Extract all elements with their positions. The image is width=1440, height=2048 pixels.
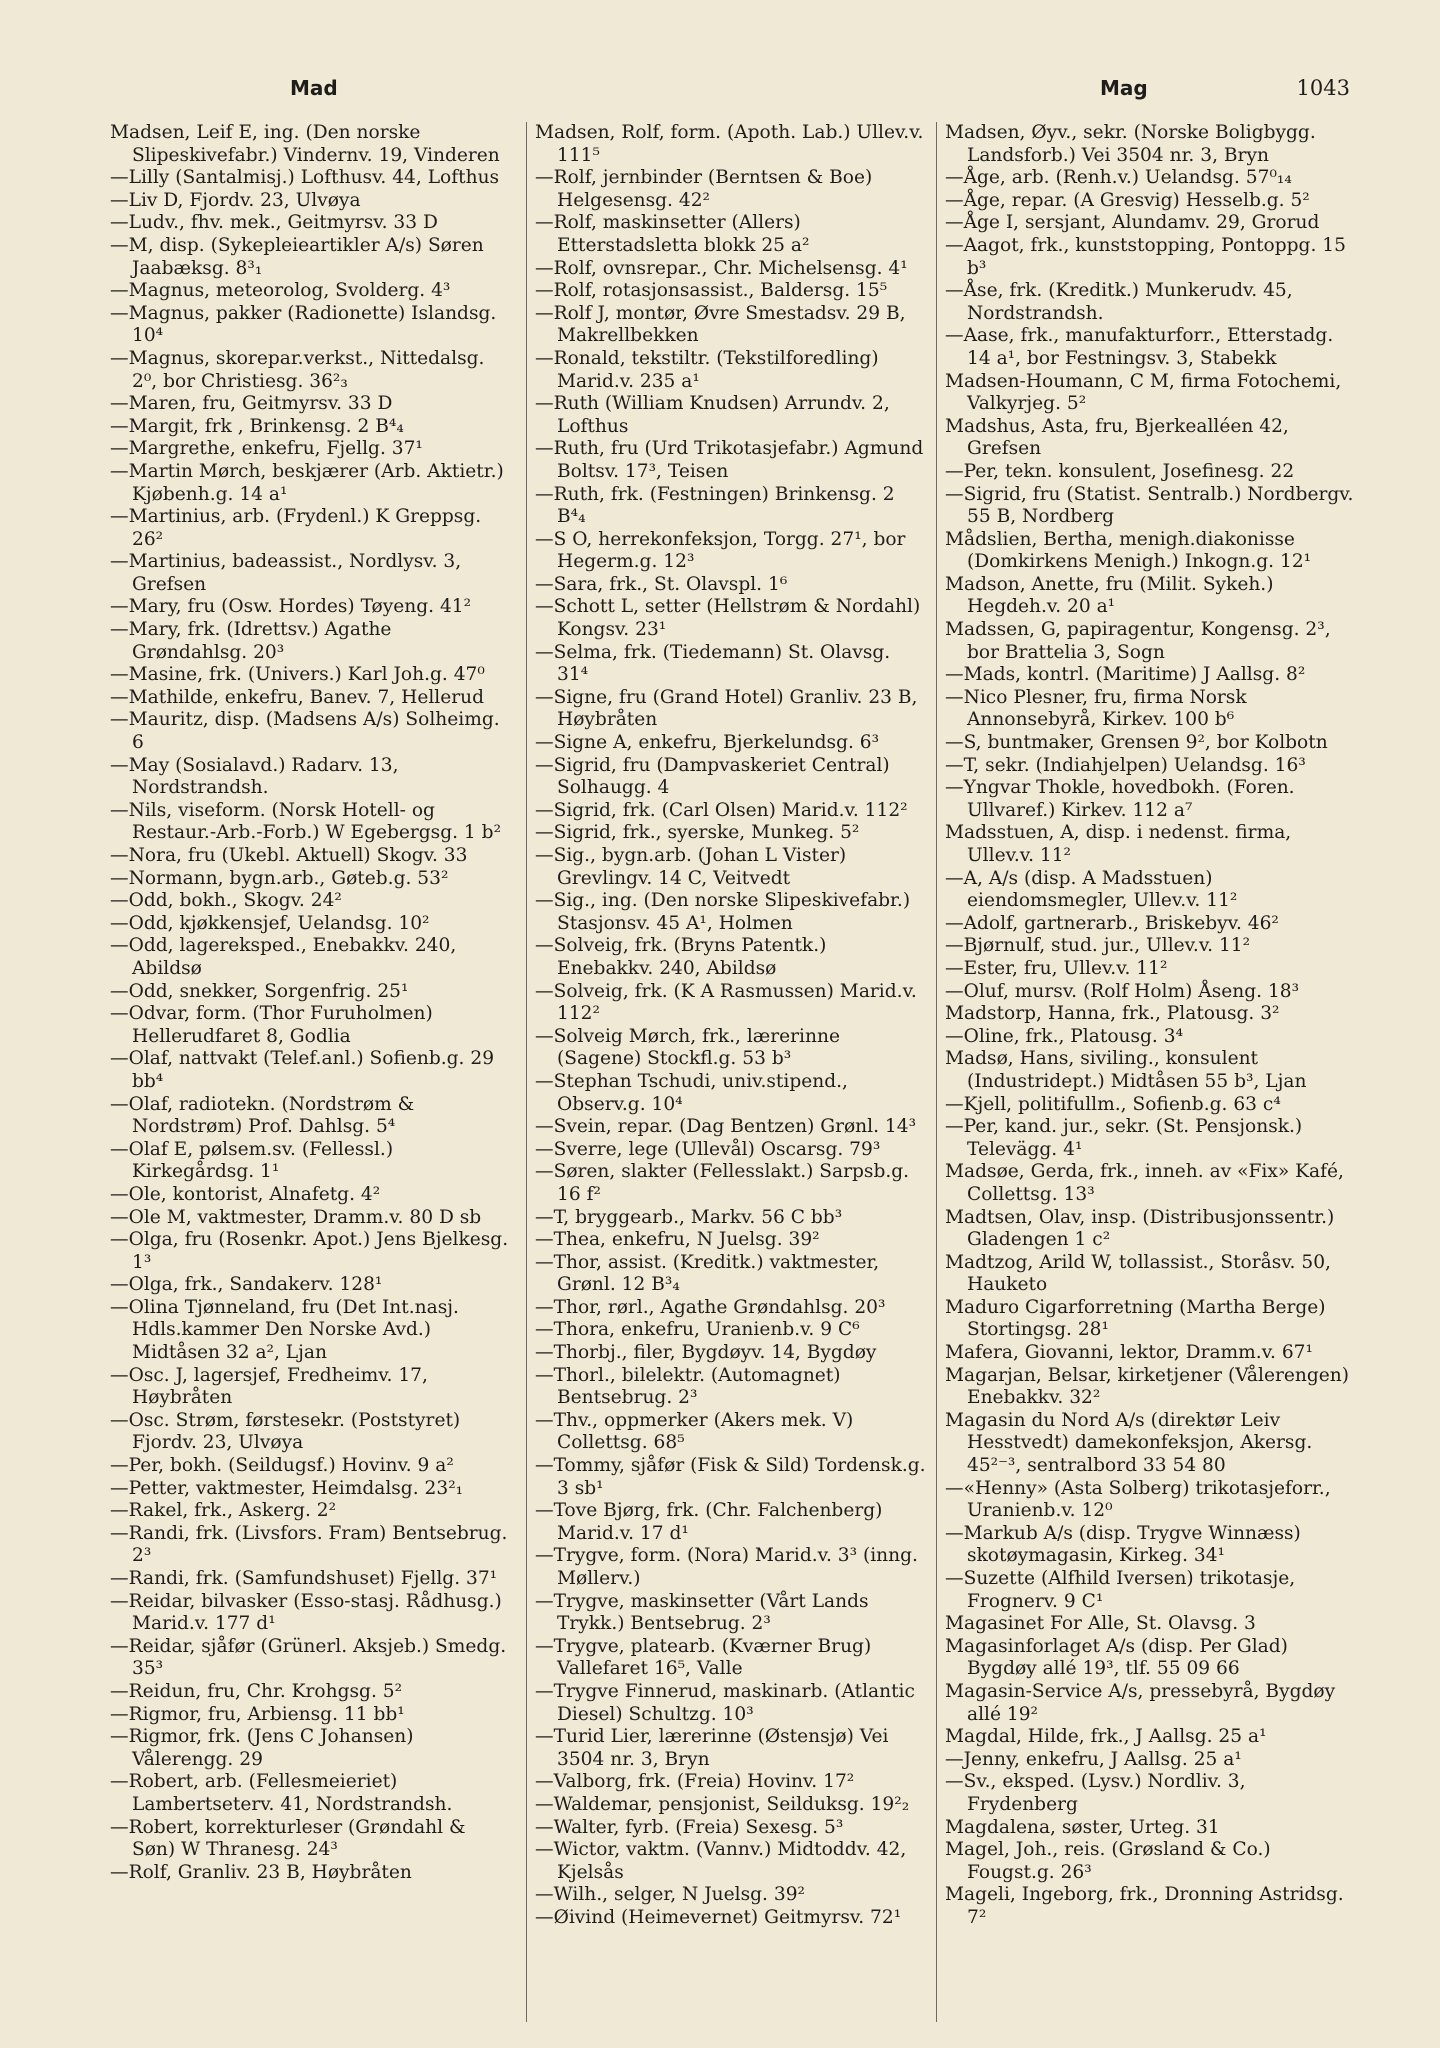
directory-entry: —Markub A/s (disp. Trygve Winnæss) skotøymagasin, Kirkeg. 34¹ (945, 1522, 1301, 1567)
directory-entry: —Randi, frk. (Livsfors. Fram) Bentsebrug. 2³ (110, 1522, 508, 1567)
directory-entry: Madtsen, Olav, insp. (Distribusjonssentr.) Gladengen 1 c² (945, 1206, 1335, 1251)
directory-entry: Madsen, Rolf, form. (Apoth. Lab.) Ullev.v. 111⁵ (535, 122, 924, 166)
directory-entry: —Olga, fru (Rosenkr. Apot.) Jens Bjelkesg. 1³ (110, 1229, 509, 1273)
directory-entry: —Yngvar Thokle, hovedbokh. (Foren. Ullvaref.) Kirkev. 112 a⁷ (945, 777, 1295, 821)
directory-entry: Maduro Cigarforretning (Martha Berge) Stortingsg. 28¹ (945, 1296, 1326, 1341)
directory-entry: —Rolf, ovnsrepar., Chr. Michelsensg. 4¹ (535, 257, 908, 279)
directory-entry: —Schott L, setter (Hellstrøm & Nordahl) Kongsv. 23¹ (535, 596, 921, 641)
header-left-guideword: Mad (290, 76, 338, 100)
directory-entry: Magasinet For Alle, St. Olavsg. 3 (945, 1613, 1256, 1635)
directory-entry: Madtzog, Arild W, tollassist., Storåsv. 50, Hauketo (945, 1251, 1331, 1296)
directory-entry: Magarjan, Belsar, kirketjener (Vålerengen) Enebakkv. 32² (945, 1364, 1349, 1409)
directory-entry: —Aagot, frk., kunststopping, Pontoppg. 15 b³ (945, 234, 1346, 279)
directory-entry: Madsstuen, A, disp. i nedenst. firma, Ullev.v. 11² (945, 822, 1292, 866)
directory-entry: —Svein, repar. (Dag Bentzen) Grønl. 14³ (535, 1116, 917, 1138)
directory-entry: —Sverre, lege (Ullevål) Oscarsg. 79³ (535, 1138, 881, 1160)
directory-entry: —Adolf, gartnerarb., Briskebyv. 46² (945, 912, 1279, 934)
directory-entry: —Magnus, skorepar.verkst., Nittedalsg. 2⁰, bor Christiesg. 36²₃ (110, 347, 485, 392)
directory-entry: Magasin du Nord A/s (direktør Leiv Hesstvedt) damekonfeksjon, Akersg. 45²⁻³, sentralbord 33 54 80 (945, 1409, 1313, 1477)
directory-entry: —Per, tekn. konsulent, Josefinesg. 22 (945, 460, 1295, 482)
directory-entry: —Solveig, frk. (Bryns Patentk.) Enebakkv. 240, Abildsø (535, 935, 827, 979)
directory-entry: —Reidar, bilvasker (Esso-stasj. Rådhusg.) Marid.v. 177 d¹ (110, 1590, 502, 1635)
directory-entry: —Øivind (Heimevernet) Geitmyrsv. 72¹ (535, 1906, 902, 1928)
directory-entry: —Rolf, jernbinder (Berntsen & Boe) Helgesensg. 42² (535, 167, 873, 211)
directory-entry: —Åse, frk. (Kreditk.) Munkerudv. 45, Nordstrandsh. (945, 280, 1293, 324)
directory-entry: —Odd, kjøkkensjef, Uelandsg. 10² (110, 912, 430, 934)
directory-entry: —Normann, bygn.arb., Gøteb.g. 53² (110, 867, 449, 889)
directory-entry: Magasinforlaget A/s (disp. Per Glad) Bygdøy allé 19³, tlf. 55 09 66 (945, 1635, 1288, 1680)
directory-entry: —Reidun, fru, Chr. Krohgsg. 5² (110, 1680, 403, 1702)
directory-entry: —Margit, frk , Brinkensg. 2 B⁴₄ (110, 415, 404, 437)
directory-entry: —Odd, bokh., Skogv. 24² (110, 890, 342, 912)
directory-entry: —Åge, repar. (A Gresvig) Hesselb.g. 5² (945, 189, 1310, 211)
directory-entry: —Rolf, Granliv. 23 B, Høybråten (110, 1861, 412, 1883)
directory-entry: —Mathilde, enkefru, Banev. 7, Hellerud (110, 686, 484, 708)
directory-entry: —Nico Plesner, fru, firma Norsk Annonsebyrå, Kirkev. 100 b⁶ (945, 686, 1247, 731)
directory-entry: —Jenny, enkefru, J Aallsg. 25 a¹ (945, 1748, 1242, 1770)
directory-entry: —Trygve, maskinsetter (Vårt Lands Trykk.) Bentsebrug. 2³ (535, 1590, 869, 1635)
directory-entry: —Liv D, Fjordv. 23, Ulvøya (110, 189, 361, 211)
directory-entry: Mageli, Ingeborg, frk., Dronning Astridsg. 7² (945, 1884, 1344, 1928)
directory-entry: —Waldemar, pensjonist, Seilduksg. 19²₂ (535, 1793, 910, 1815)
directory-entry: —S O, herrekonfeksjon, Torgg. 27¹, bor Hegerm.g. 12³ (535, 528, 906, 573)
directory-entry: —Ole M, vaktmester, Dramm.v. 80 D sb (110, 1206, 482, 1228)
directory-entry: —Sara, frk., St. Olavspl. 1⁶ (535, 573, 788, 595)
directory-entry: —Ester, fru, Ullev.v. 11² (945, 957, 1168, 979)
directory-entry: —Solveig Mørch, frk., lærerinne (Sagene) Stockfl.g. 53 b³ (535, 1025, 840, 1070)
directory-entry: —Sigrid, frk. (Carl Olsen) Marid.v. 112² (535, 799, 908, 821)
directory-entry: —Rigmor, frk. (Jens C Johansen) Vålerengg. 29 (110, 1726, 414, 1770)
directory-entry: Madson, Anette, fru (Milit. Sykeh.) Hegdeh.v. 20 a¹ (945, 573, 1274, 618)
directory-entry: —Valborg, frk. (Freia) Hovinv. 17² (535, 1771, 855, 1793)
directory-entry: —Trygve, platearb. (Kværner Brug) Vallefaret 16⁵, Valle (535, 1635, 872, 1680)
directory-entry: —Rolf J, montør, Øvre Smestadsv. 29 B, Makrellbekken (535, 302, 906, 347)
directory-entry: —M, disp. (Sykepleieartikler A/s) Søren Jaabæksg. 8³₁ (110, 234, 484, 279)
directory-entry: —Mauritz, disp. (Madsens A/s) Solheimg. 6 (110, 709, 500, 754)
directory-entry: —Wictor, vaktm. (Vannv.) Midtoddv. 42, Kjelsås (535, 1839, 907, 1883)
directory-entry: —Magnus, pakker (Radionette) Islandsg. 10⁴ (110, 302, 497, 347)
directory-entry: —Martin Mørch, beskjærer (Arb. Aktietr.) Kjøbenh.g. 14 a¹ (110, 460, 504, 505)
directory-entry: —Trygve, form. (Nora) Marid.v. 3³ (inng. Møllerv.) (535, 1545, 918, 1589)
directory-entry: —Thorbj., filer, Bygdøyv. 14, Bygdøy (535, 1342, 877, 1364)
directory-entry: —Sigrid, fru (Dampvaskeriet Central) Solhaugg. 4 (535, 754, 890, 799)
directory-entry: —Petter, vaktmester, Heimdalsg. 23²₁ (110, 1477, 464, 1499)
directory-entry: —Tove Bjørg, frk. (Chr. Falchenberg) Marid.v. 17 d¹ (535, 1500, 883, 1544)
directory-entry: Mådslien, Bertha, menigh.diakonisse (Domkirkens Menigh.) Inkogn.g. 12¹ (945, 528, 1312, 573)
directory-entry: —Thorl., bilelektr. (Automagnet) Bentsebrug. 2³ (535, 1364, 841, 1409)
directory-entry: —Rolf, rotasjonsassist., Baldersg. 15⁵ (535, 280, 888, 302)
directory-entry: —Olaf, nattvakt (Telef.anl.) Sofienb.g. 29 bb⁴ (110, 1048, 495, 1092)
directory-entry: —«Henny» (Asta Solberg) trikotasjeforr., Uranienb.v. 12⁰ (945, 1477, 1331, 1522)
directory-entry: —Masine, frk. (Univers.) Karl Joh.g. 47⁰ (110, 664, 485, 686)
directory-entry: —Robert, arb. (Fellesmeieriet) Lambertseterv. 41, Nordstrandsh. (110, 1771, 453, 1815)
directory-entry: —Olaf, radiotekn. (Nordstrøm & Nordstrøm) Prof. Dahlsg. 5⁴ (110, 1093, 415, 1138)
directory-entry: —Trygve Finnerud, maskinarb. (Atlantic Diesel) Schultzg. 10³ (535, 1680, 915, 1725)
directory-entry: —S, buntmaker, Grensen 9², bor Kolbotn (945, 732, 1328, 754)
directory-entry: —Thv., oppmerker (Akers mek. V) Collettsg. 68⁵ (535, 1409, 854, 1454)
directory-entry: —Sigrid, frk., syerske, Munkeg. 5² (535, 822, 860, 844)
page-number: 1043 (1296, 76, 1350, 100)
directory-entry: —Mads, kontrl. (Maritime) J Aallsg. 8² (945, 664, 1306, 686)
directory-entry: —Magnus, meteorolog, Svolderg. 4³ (110, 280, 451, 302)
directory-entry: —Martinius, arb. (Frydenl.) K Greppsg. 26² (110, 506, 482, 550)
directory-entry: —Søren, slakter (Fellesslakt.) Sarpsb.g. 16 f² (535, 1161, 910, 1205)
directory-columns (110, 122, 1360, 2022)
column-2 (526, 122, 927, 2022)
directory-entry: —Stephan Tschudi, univ.stipend., Observ.g. 10⁴ (535, 1070, 848, 1115)
directory-entry: —Mary, frk. (Idrettsv.) Agathe Grøndahlsg. 20³ (110, 619, 392, 663)
directory-entry: —Rigmor, fru, Arbiensg. 11 bb¹ (110, 1703, 405, 1725)
directory-entry: —Per, kand. jur., sekr. (St. Pensjonsk.) Televägg. 4¹ (945, 1116, 1303, 1160)
directory-entry: —Tommy, sjåfør (Fisk & Sild) Tordensk.g. 3 sb¹ (535, 1455, 926, 1499)
directory-entry: Mafera, Giovanni, lektor, Dramm.v. 67¹ (945, 1342, 1313, 1364)
directory-entry: —Thor, rørl., Agathe Grøndahlsg. 20³ (535, 1296, 886, 1318)
directory-entry: —Odd, snekker, Sorgenfrig. 25¹ (110, 980, 409, 1002)
directory-entry: —Lilly (Santalmisj.) Lofthusv. 44, Lofthus (110, 167, 500, 189)
directory-entry: —Selma, frk. (Tiedemann) St. Olavsg. 31⁴ (535, 641, 891, 686)
directory-entry: —Ruth (William Knudsen) Arrundv. 2, Lofthus (535, 393, 890, 437)
directory-entry: —A, A/s (disp. A Madsstuen) eiendomsmegler, Ullev.v. 11² (945, 867, 1238, 912)
directory-entry: —Olina Tjønneland, fru (Det Int.nasj. Hdls.kammer Den Norske Avd.) Midtåsen 32 a², Ljan (110, 1296, 459, 1364)
directory-entry: —Maren, fru, Geitmyrsv. 33 D (110, 393, 393, 415)
directory-entry: —Sigrid, fru (Statist. Sentralb.) Nordbergv. 55 B, Nordberg (945, 483, 1354, 528)
directory-entry: —Robert, korrekturleser (Grøndahl & Søn) W Thranesg. 24³ (110, 1816, 466, 1861)
column-1 (110, 122, 510, 2022)
directory-entry: —T, bryggearb., Markv. 56 C bb³ (535, 1206, 843, 1228)
directory-entry: Madstorp, Hanna, frk., Platousg. 3² (945, 1003, 1280, 1025)
directory-entry: —Odvar, form. (Thor Furuholmen) Hellerudfaret 8, Godlia (110, 1003, 433, 1047)
directory-entry: Madsø, Hans, siviling., konsulent (Industridept.) Midtåsen 55 b³, Ljan (945, 1048, 1307, 1092)
directory-entry: —Oline, frk., Platousg. 3⁴ (945, 1025, 1184, 1047)
directory-entry: —Oluf, mursv. (Rolf Holm) Åseng. 18³ (945, 980, 1300, 1002)
column-3 (936, 122, 1361, 2022)
directory-entry: —Sig., ing. (Den norske Slipeskivefabr.) Stasjonsv. 45 A¹, Holmen (535, 890, 911, 934)
directory-entry: Magasin-Service A/s, pressebyrå, Bygdøy allé 19² (945, 1680, 1336, 1725)
directory-entry: —Suzette (Alfhild Iversen) trikotasje, Frognerv. 9 C¹ (945, 1568, 1296, 1612)
directory-entry: —Osc. Strøm, førstesekr. (Poststyret) Fjordv. 23, Ulvøya (110, 1409, 461, 1454)
directory-entry: —Martinius, badeassist., Nordlysv. 3, Grefsen (110, 551, 462, 595)
directory-entry: —Nora, fru (Ukebl. Aktuell) Skogv. 33 (110, 845, 468, 866)
directory-entry: —Reidar, sjåfør (Grünerl. Aksjeb.) Smedg. 35³ (110, 1635, 507, 1680)
directory-entry: —Åge, arb. (Renh.v.) Uelandsg. 57⁰₁₄ (945, 167, 1292, 189)
directory-entry: —Osc. J, lagersjef, Fredheimv. 17, Høybråten (110, 1364, 428, 1409)
directory-entry: —Solveig, frk. (K A Rasmussen) Marid.v. 112² (535, 980, 917, 1025)
header-right-guideword: Mag (1100, 76, 1148, 100)
directory-entry: Madssen, G, papiragentur, Kongensg. 2³, bor Brattelia 3, Sogn (945, 619, 1331, 663)
directory-entry: —Bjørnulf, stud. jur., Ullev.v. 11² (945, 935, 1251, 957)
directory-entry: —Thea, enkefru, N Juelsg. 39² (535, 1229, 820, 1251)
page-header (110, 76, 1350, 110)
directory-entry: Madsen-Houmann, C M, firma Fotochemi, Valkyrjeg. 5² (945, 370, 1342, 415)
directory-entry: —Per, bokh. (Seildugsf.) Hovinv. 9 a² (110, 1455, 454, 1477)
directory-entry: —Signe, fru (Grand Hotel) Granliv. 23 B, Høybråten (535, 686, 918, 731)
directory-entry: —Walter, fyrb. (Freia) Sexesg. 5³ (535, 1816, 844, 1838)
directory-entry: —Ruth, frk. (Festningen) Brinkensg. 2 B⁴₄ (535, 483, 895, 528)
directory-entry: —Aase, frk., manufakturforr., Etterstadg. 14 a¹, bor Festningsv. 3, Stabekk (945, 325, 1334, 369)
directory-entry: —Sig., bygn.arb. (Johan L Vister) Grevlingv. 14 C, Veitvedt (535, 845, 847, 889)
directory-entry: —Rolf, maskinsetter (Allers) Etterstadsletta blokk 25 a² (535, 212, 810, 256)
directory-entry: —Mary, fru (Osw. Hordes) Tøyeng. 41² (110, 596, 472, 618)
directory-entry: —Thor, assist. (Kreditk.) vaktmester, Grønl. 12 B³₄ (535, 1251, 880, 1296)
directory-entry: —Ronald, tekstiltr. (Tekstilforedling) Marid.v. 235 a¹ (535, 347, 879, 392)
directory-entry: Madsøe, Gerda, frk., inneh. av «Fix» Kafé, Collettsg. 13³ (945, 1161, 1344, 1205)
directory-entry: —Ludv., fhv. mek., Geitmyrsv. 33 D (110, 212, 438, 234)
directory-entry: Magdalena, søster, Urteg. 31 (945, 1816, 1220, 1838)
directory-entry: —Kjell, politifullm., Sofienb.g. 63 c⁴ (945, 1093, 1281, 1115)
directory-entry: —T, sekr. (Indiahjelpen) Uelandsg. 16³ (945, 754, 1306, 776)
directory-entry: —Nils, viseform. (Norsk Hotell- og Restaur.-Arb.-Forb.) W Egebergsg. 1 b² (110, 799, 502, 844)
directory-entry: Madshus, Asta, fru, Bjerkealléen 42, Grefsen (945, 415, 1289, 460)
directory-entry: —Signe A, enkefru, Bjerkelundsg. 6³ (535, 732, 880, 754)
directory-entry: —Odd, lagereksped., Enebakkv. 240, Abildsø (110, 935, 457, 979)
directory-entry: —Randi, frk. (Samfundshuset) Fjellg. 37¹ (110, 1568, 498, 1589)
directory-entry: —Thora, enkefru, Uranienb.v. 9 C⁶ (535, 1319, 860, 1341)
directory-entry: Magel, Joh., reis. (Grøsland & Co.) Fougst.g. 26³ (945, 1839, 1271, 1883)
directory-entry: Madsen, Øyv., sekr. (Norske Boligbygg. Landsforb.) Vei 3504 nr. 3, Bryn (945, 122, 1316, 166)
directory-entry: —Rakel, frk., Askerg. 2² (110, 1500, 337, 1522)
directory-entry: —Ruth, fru (Urd Trikotasjefabr.) Agmund Boltsv. 17³, Teisen (535, 438, 924, 482)
directory-entry: —Olaf E, pølsem.sv. (Fellessl.) Kirkegårdsg. 1¹ (110, 1138, 394, 1183)
directory-entry: Madsen, Leif E, ing. (Den norske Slipeskivefabr.) Vindernv. 19, Vinderen (110, 122, 500, 166)
directory-entry: Magdal, Hilde, frk., J Aallsg. 25 a¹ (945, 1726, 1267, 1748)
directory-entry: —Turid Lier, lærerinne (Østensjø) Vei 3504 nr. 3, Bryn (535, 1726, 889, 1770)
directory-entry: —Margrethe, enkefru, Fjellg. 37¹ (110, 438, 423, 460)
directory-entry: —Sv., eksped. (Lysv.) Nordliv. 3, Frydenberg (945, 1771, 1246, 1815)
directory-entry: —Ole, kontorist, Alnafetg. 4² (110, 1183, 381, 1205)
directory-entry: —Olga, frk., Sandakerv. 128¹ (110, 1274, 383, 1296)
directory-entry: —May (Sosialavd.) Radarv. 13, Nordstrandsh. (110, 754, 399, 799)
directory-entry: —Wilh., selger, N Juelsg. 39² (535, 1884, 805, 1906)
directory-entry: —Åge I, sersjant, Alundamv. 29, Grorud (945, 212, 1320, 234)
